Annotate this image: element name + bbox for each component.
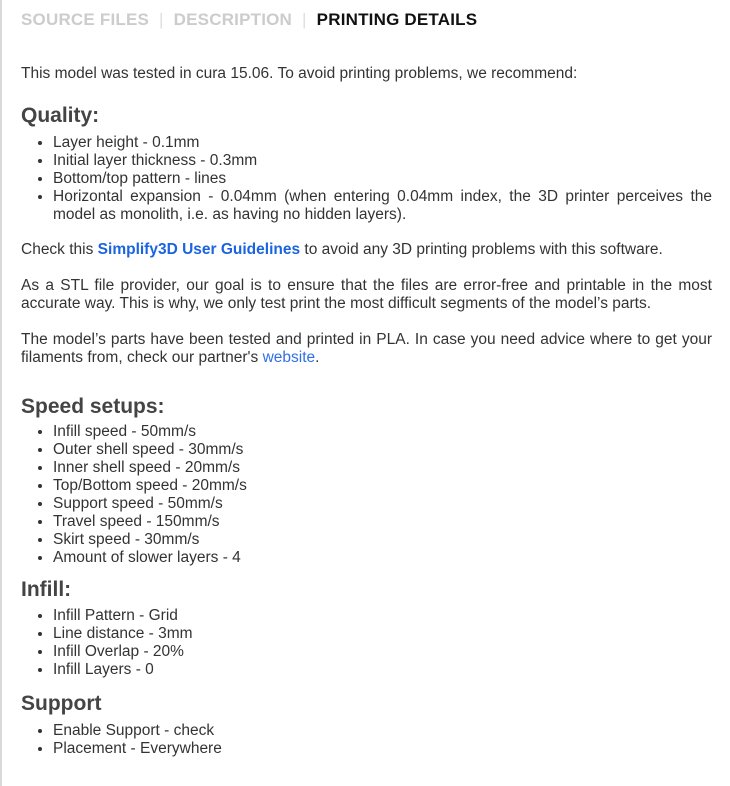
tab-description[interactable]: DESCRIPTION xyxy=(173,10,293,29)
list-item: • Skirt speed - 30mm/s xyxy=(53,531,712,549)
support-heading: Support xyxy=(21,692,102,715)
infill-list xyxy=(21,607,712,679)
intro-text: This model was tested in cura 15.06. To avoid printing problems, we recommend: xyxy=(21,65,578,82)
provider-paragraph: As a STL file provider, our goal is to ensure that the files are error-free and printable in the most accurate way. This is why, we only test print the most difficult segments of the model’s parts. xyxy=(21,277,712,312)
partner-website-link[interactable]: website xyxy=(262,349,316,366)
list-item: • Top/Bottom speed - 20mm/s xyxy=(53,477,712,495)
speed-heading: Speed setups: xyxy=(21,395,165,418)
tab-separator: | xyxy=(302,10,307,29)
filament-paragraph xyxy=(21,331,712,367)
list-item: • Horizontal expansion - 0.04mm (when entering 0.04mm index, the 3D printer perceives the model as monolith, i.e. as having no hidden layers). xyxy=(53,188,712,224)
list-item: • Support speed - 50mm/s xyxy=(53,495,712,513)
support-list xyxy=(21,722,712,758)
simplify3d-guidelines-link[interactable]: Simplify3D User Guidelines xyxy=(97,241,301,258)
list-item: • Initial layer thickness - 0.3mm xyxy=(53,152,712,170)
guidelines-paragraph xyxy=(21,241,712,259)
filament-prefix: The model’s parts have been tested and printed in PLA. In case you need advice where to get your filaments from, check our partner's xyxy=(21,331,712,366)
list-item: • Infill speed - 50mm/s xyxy=(53,423,712,441)
infill-heading: Infill: xyxy=(21,578,72,601)
list-item: • Inner shell speed - 20mm/s xyxy=(53,459,712,477)
list-item: • Infill Pattern - Grid xyxy=(53,607,712,625)
list-item: • Amount of slower layers - 4 xyxy=(53,549,712,567)
list-item: • Infill Overlap - 20% xyxy=(53,643,712,661)
quality-list xyxy=(21,134,712,224)
tab-bar xyxy=(21,9,712,31)
filament-suffix: . xyxy=(315,349,320,366)
quality-heading: Quality: xyxy=(21,104,100,127)
tab-source-files[interactable]: SOURCE FILES xyxy=(21,10,150,29)
list-item: • Travel speed - 150mm/s xyxy=(53,513,712,531)
tab-separator: | xyxy=(159,10,164,29)
list-item: • Layer height - 0.1mm xyxy=(53,134,712,152)
printing-details-panel xyxy=(21,0,712,758)
guidelines-prefix: Check this xyxy=(21,241,98,258)
list-item: • Infill Layers - 0 xyxy=(53,661,712,679)
tab-printing-details[interactable]: PRINTING DETAILS xyxy=(316,10,478,29)
list-item: • Bottom/top pattern - lines xyxy=(53,170,712,188)
speed-list xyxy=(21,423,712,567)
list-item: • Enable Support - check xyxy=(53,722,712,740)
list-item: • Outer shell speed - 30mm/s xyxy=(53,441,712,459)
guidelines-suffix: to avoid any 3D printing problems with this software. xyxy=(300,241,663,258)
list-item: • Placement - Everywhere xyxy=(53,740,712,758)
left-border-divider xyxy=(0,0,2,786)
list-item: • Line distance - 3mm xyxy=(53,625,712,643)
